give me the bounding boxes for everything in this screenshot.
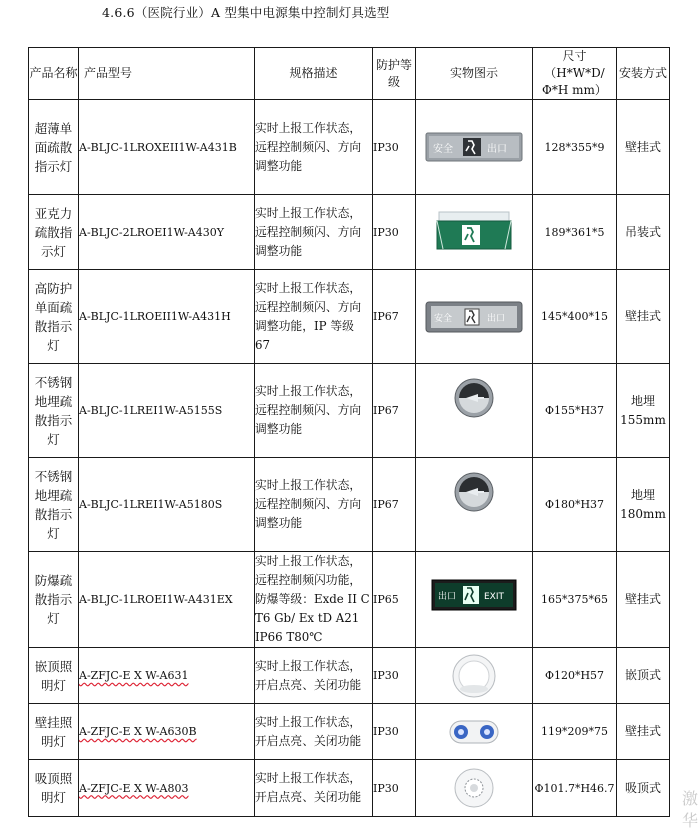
product-ip: IP67 [373,270,416,364]
product-model: A-BLJC-1LREI1W-A5180S [79,458,255,552]
floor-marker-icon [452,376,496,420]
sign-text-exit-en: EXIT [484,591,505,602]
product-photo [416,270,533,364]
table-row [29,364,670,458]
product-ip: IP30 [373,195,416,270]
product-name: 嵌顶照明灯 [29,648,79,704]
sign-text-safe: 安全 [434,313,453,324]
product-model [79,760,255,817]
exit-sign-waterproof-icon [425,299,523,335]
twin-spot-light-icon [444,715,504,749]
product-name: 高防护单面疏散指示灯 [29,270,79,364]
table-row [29,704,670,760]
product-name: 壁挂照明灯 [29,704,79,760]
product-model: A-BLJC-2LROEI1W-A430Y [79,195,255,270]
product-photo [416,364,533,458]
product-desc: 实时上报工作状态，开启点亮、关闭功能 [255,704,373,760]
product-desc: 实时上报工作状态，开启点亮、关闭功能 [255,760,373,817]
product-size: Φ101.7*H46.7 [533,760,617,817]
fixture-selection-table [28,47,670,817]
sign-text-exit: 出口 [487,313,506,324]
product-size: 119*209*75 [533,704,617,760]
recessed-downlight-icon [451,653,497,699]
product-name: 防爆疏散指示灯 [29,552,79,648]
exit-sign-silver-icon [425,130,523,164]
product-mount: 吸顶式 [617,760,670,817]
section-heading: 4.6.6（医院行业）A 型集中电源集中控制灯具选型 [102,5,390,20]
table-row [29,270,670,364]
product-desc: 实时上报工作状态，远程控制频闪、方向调整功能 [255,458,373,552]
col-header-model: 产品型号 [79,48,255,100]
product-name: 亚克力疏散指示灯 [29,195,79,270]
product-desc [255,552,373,648]
table-row [29,552,670,648]
product-photo [416,552,533,648]
product-name: 不锈钢地埋疏散指示灯 [29,364,79,458]
product-desc: 实时上报工作状态，远程控制频闪、方向调整功能，IP 等级 67 [255,270,373,364]
product-desc: 实时上报工作状态，开启点亮、关闭功能 [255,648,373,704]
product-photo [416,704,533,760]
product-ip: IP67 [373,364,416,458]
product-size: 128*355*9 [533,100,617,195]
product-model: A-BLJC-1LROEI1W-A431EX [79,552,255,648]
product-size: Φ180*H37 [533,458,617,552]
watermark-text: 激 华 [681,789,698,830]
product-mount: 壁挂式 [617,704,670,760]
exit-sign-explosion-proof-icon [431,579,517,611]
col-header-photo: 实物图示 [416,48,533,100]
product-ip: IP30 [373,648,416,704]
product-size: Φ155*H37 [533,364,617,458]
product-model [79,704,255,760]
product-mount: 壁挂式 [617,100,670,195]
table-row [29,458,670,552]
table-row [29,760,670,817]
sign-text-safe: 安全 [433,144,453,155]
product-model: A-BLJC-1LREI1W-A5155S [79,364,255,458]
model-text: A-ZFJC-E X W-A803 [79,781,189,795]
product-ip: IP67 [373,458,416,552]
col-header-ip: 防护等级 [373,48,416,100]
product-photo [416,648,533,704]
product-desc: 实时上报工作状态，远程控制频闪、方向调整功能 [255,100,373,195]
product-ip: IP30 [373,100,416,195]
product-name: 超薄单面疏散指示灯 [29,100,79,195]
sign-text-exit: 出口 [487,144,507,155]
product-mount: 壁挂式 [617,270,670,364]
product-photo [416,458,533,552]
product-size: 165*375*65 [533,552,617,648]
product-mount: 地埋 180mm [617,458,670,552]
product-model: A-BLJC-1LROEII1W-A431H [79,270,255,364]
product-mount: 吊装式 [617,195,670,270]
table-header-row [29,48,670,100]
floor-marker-icon [452,470,496,514]
product-photo [416,195,533,270]
product-mount: 地埋 155mm [617,364,670,458]
product-name: 不锈钢地埋疏散指示灯 [29,458,79,552]
col-header-desc: 规格描述 [255,48,373,100]
exit-sign-acrylic-icon [434,210,514,254]
product-desc: 实时上报工作状态，远程控制频闪、方向调整功能 [255,195,373,270]
product-desc: 实时上报工作状态，远程控制频闪、方向调整功能 [255,364,373,458]
product-model [79,648,255,704]
table-row [29,100,670,195]
model-text: A-ZFJC-E X W-A631 [79,669,189,682]
product-photo [416,760,533,817]
product-ip: IP30 [373,760,416,817]
product-size: Φ120*H57 [533,648,617,704]
product-size: 145*400*15 [533,270,617,364]
model-text: A-ZFJC-E X W-A630B [79,725,197,738]
product-mount: 嵌顶式 [617,648,670,704]
desc-text: 实时上报工作状态，远程控制频闪功能，防爆等级：Exde II C T6 Gb/ Ex tD A21 IP66 T80℃ [255,554,370,644]
col-header-mount: 安装方式 [617,48,670,100]
product-ip: IP30 [373,704,416,760]
product-ip: IP65 [373,552,416,648]
product-name: 吸顶照明灯 [29,760,79,817]
table-row [29,195,670,270]
col-header-size: 尺寸（H*W*D/Φ*H mm） [533,48,617,100]
sign-text-exit: 出口 [438,591,457,602]
ceiling-light-icon [452,766,496,810]
col-header-name: 产品名称 [29,48,79,100]
product-photo [416,100,533,195]
table-row [29,648,670,704]
product-size: 189*361*5 [533,195,617,270]
product-model: A-BLJC-1LROXEII1W-A431B [79,100,255,195]
product-mount: 壁挂式 [617,552,670,648]
